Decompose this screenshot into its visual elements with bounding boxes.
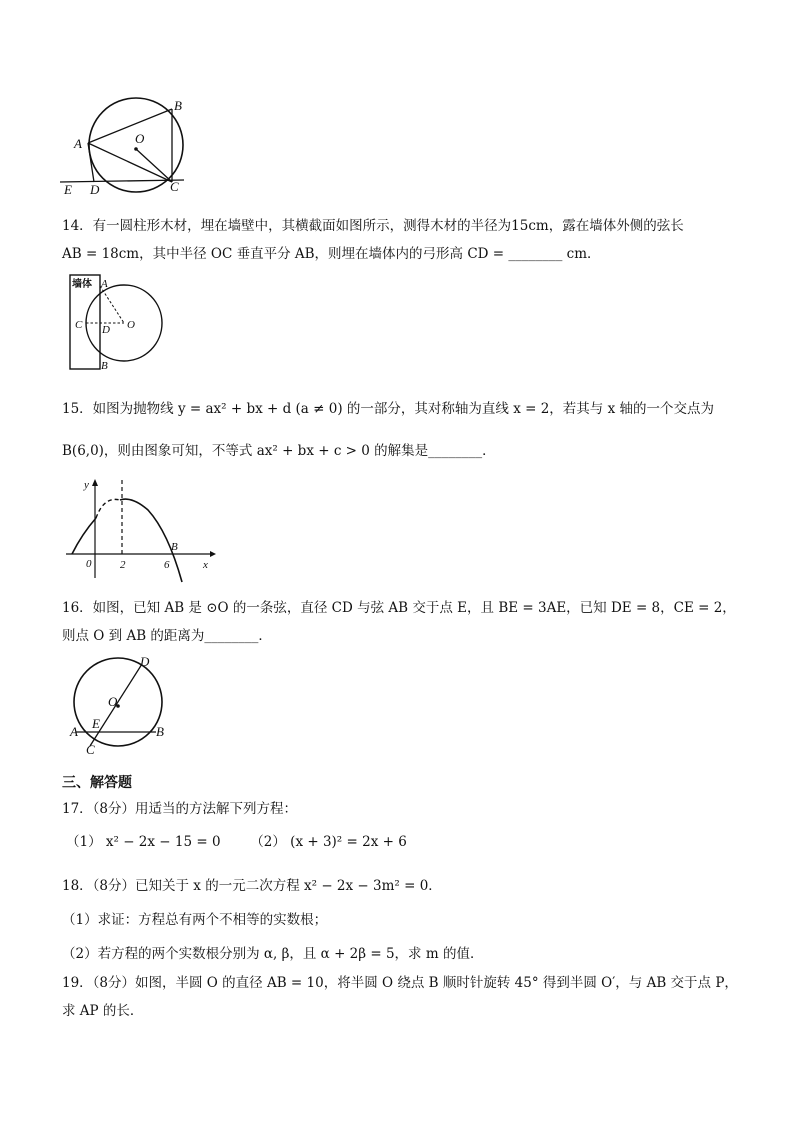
label-b: B — [171, 541, 178, 553]
axis-label-y: y — [84, 479, 89, 491]
label-d: D — [90, 182, 100, 197]
figure-q13 — [60, 92, 200, 200]
q17-part1: （1） x² − 2x − 15 = 0 — [66, 834, 221, 850]
q18-part2: （2）若方程的两个实数根分别为 α, β，且 α + 2β = 5，求 m 的值． — [62, 946, 484, 962]
q19-line1: 19．（8分）如图，半圆 O 的直径 AB = 10，将半圆 O 绕点 B 顺时针旋转 45° 得到半圆 O′，与 AB 交于点 P， — [62, 975, 738, 991]
label-o: O — [135, 131, 145, 146]
label-d: D — [102, 324, 110, 336]
label-a: A — [74, 136, 82, 151]
tick-label-0: 0 — [86, 558, 92, 570]
q14-line1: 14．有一圆柱形木材，埋在墙壁中，其横截面如图所示，测得木材的半径为15cm，露在墙体外侧的弦长 — [62, 218, 684, 234]
q18-part1: （1）求证：方程总有两个不相等的实数根； — [62, 912, 328, 928]
label-o: O — [108, 694, 118, 709]
q14-line2: AB = 18cm，其中半径 OC 垂直平分 AB，则埋在墙体内的弓形高 CD = ________ cm． — [62, 246, 601, 262]
figure-q16 — [64, 654, 174, 758]
question-17-stem: 17．（8分）用适当的方法解下列方程： — [62, 801, 298, 817]
tick-label-2: 2 — [120, 559, 126, 571]
label-c: C — [170, 179, 179, 194]
question-16 — [62, 594, 742, 650]
question-19 — [62, 969, 742, 1025]
q19-line2: 求 AP 的长． — [62, 1003, 144, 1019]
label-a: A — [70, 724, 78, 739]
q18-stem: 18．（8分）已知关于 x 的一元二次方程 x² − 2x − 3m² = 0． — [62, 878, 442, 894]
question-15 — [62, 395, 742, 465]
label-e: E — [64, 182, 72, 197]
label-b: B — [156, 724, 164, 739]
figure-q15 — [60, 472, 220, 584]
q16-line2: 则点 O 到 AB 的距离为________． — [62, 628, 272, 644]
question-14 — [62, 212, 742, 268]
question-18 — [62, 869, 742, 971]
label-b: B — [174, 98, 182, 113]
q15-line2: B(6,0)，则由图象可知，不等式 ax² + bx + c > 0 的解集是________． — [62, 443, 496, 459]
question-17-parts — [66, 830, 407, 850]
wall-label: 墙体 — [72, 279, 92, 290]
q16-line1: 16．如图，已知 AB 是 ⊙O 的一条弦，直径 CD 与弦 AB 交于点 E，且 BE = 3AE，已知 DE = 8，CE = 2， — [62, 600, 736, 616]
label-e: E — [92, 716, 100, 731]
axis-label-x: x — [203, 559, 208, 571]
tick-label-6: 6 — [164, 559, 170, 571]
label-c: C — [86, 742, 95, 757]
label-o: O — [127, 319, 135, 331]
label-b: B — [101, 360, 108, 372]
label-a: A — [101, 278, 108, 290]
q17-part2: （2） (x + 3)² = 2x + 6 — [250, 834, 407, 850]
figure-q14 — [68, 272, 168, 372]
label-c: C — [75, 319, 83, 331]
q15-line1: 15．如图为抛物线 y = ax² + bx + d (a ≠ 0) 的一部分，其对称轴为直线 x = 2，若其与 x 轴的一个交点为 — [62, 401, 714, 417]
section-heading: 三、解答题 — [62, 775, 132, 791]
label-d: D — [140, 654, 150, 669]
